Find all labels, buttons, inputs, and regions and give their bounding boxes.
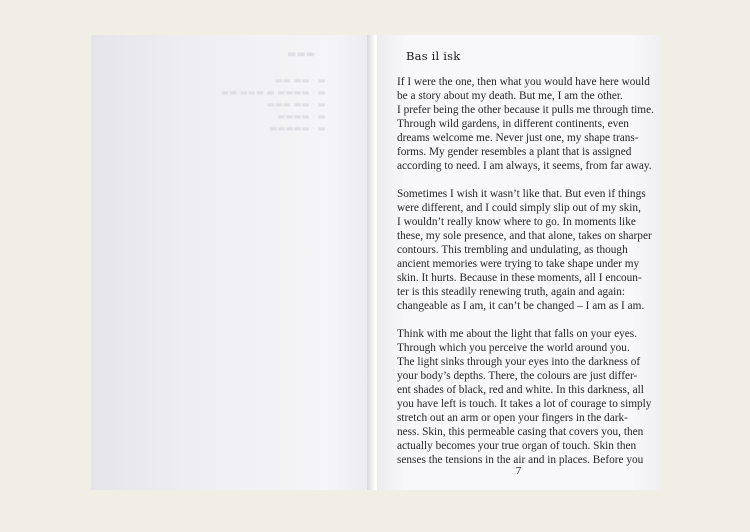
text-line: Through wild gardens, in different continents, even xyxy=(397,118,629,130)
text-line: ter is this steadily renewing truth, again and again: xyxy=(397,286,626,298)
text-line: changeable as I am, it can’t be changed – I am as I am. xyxy=(397,300,645,312)
text-line: according to need. I am always, it seems, from far away. xyxy=(397,160,652,172)
book-spread xyxy=(91,35,660,490)
text-line: forms. My gender resembles a plant that is assigned xyxy=(397,146,632,158)
paragraph-2 xyxy=(397,187,655,313)
show-through-text: ▬▬ ▬▬ · ▬ ▬▬ ▬▬▬ ▬ ▬▬▬▬ · ▬ ▬▬▬ ▬▬ · ▬ ▬▬▬▬ · ▬ ▬▬▬▬▬ · ▬ xyxy=(221,76,326,134)
text-line: were different, and I could simply slip out of my skin, xyxy=(397,202,641,214)
text-line: ness. Skin, this permeable casing that covers you, then xyxy=(397,426,644,438)
text-line: be a story about my death. But me, I am the other. xyxy=(397,90,623,102)
paragraph-3 xyxy=(397,327,655,467)
text-line: actually becomes your true organ of touch. Skin then xyxy=(397,440,637,452)
show-through-text: ▬▬▬ xyxy=(287,49,316,60)
page-title: Bas il isk xyxy=(406,49,461,63)
text-line: I wouldn’t really know where to go. In moments like xyxy=(397,216,636,228)
text-line: you have left is touch. It takes a lot of courage to simply xyxy=(397,398,652,410)
text-line: these, my sole presence, and that alone, takes on sharper xyxy=(397,230,652,242)
text-line: ent shades of black, red and white. In this darkness, all xyxy=(397,384,644,396)
left-page-blank xyxy=(91,35,369,490)
body-text xyxy=(397,75,655,481)
text-line: skin. It hurts. Because in these moments, all I encoun- xyxy=(397,272,642,284)
text-line: The light sinks through your eyes into the darkness of xyxy=(397,356,641,368)
text-line: stretch out an arm or open your fingers in the dark- xyxy=(397,412,628,424)
text-line: ancient memories were trying to take shape under my xyxy=(397,258,640,270)
text-line: contours. This trembling and undulating, as though xyxy=(397,244,628,256)
text-line: If I were the one, then what you would have here would xyxy=(397,76,650,88)
text-line: dreams welcome me. Never just one, my shape trans- xyxy=(397,132,639,144)
text-line: senses the tensions in the air and in places. Before you xyxy=(397,454,644,466)
text-line: Through which you perceive the world around you. xyxy=(397,342,630,354)
text-line: Think with me about the light that falls on your eyes. xyxy=(397,328,638,340)
text-line: I prefer being the other because it pulls me through time. xyxy=(397,104,654,116)
page-number: 7 xyxy=(515,465,522,477)
text-line: your body’s depths. There, the colours are just differ- xyxy=(397,370,638,382)
right-page xyxy=(377,35,660,490)
paragraph-1 xyxy=(397,75,655,173)
text-line: Sometimes I wish it wasn’t like that. But even if things xyxy=(397,188,646,200)
